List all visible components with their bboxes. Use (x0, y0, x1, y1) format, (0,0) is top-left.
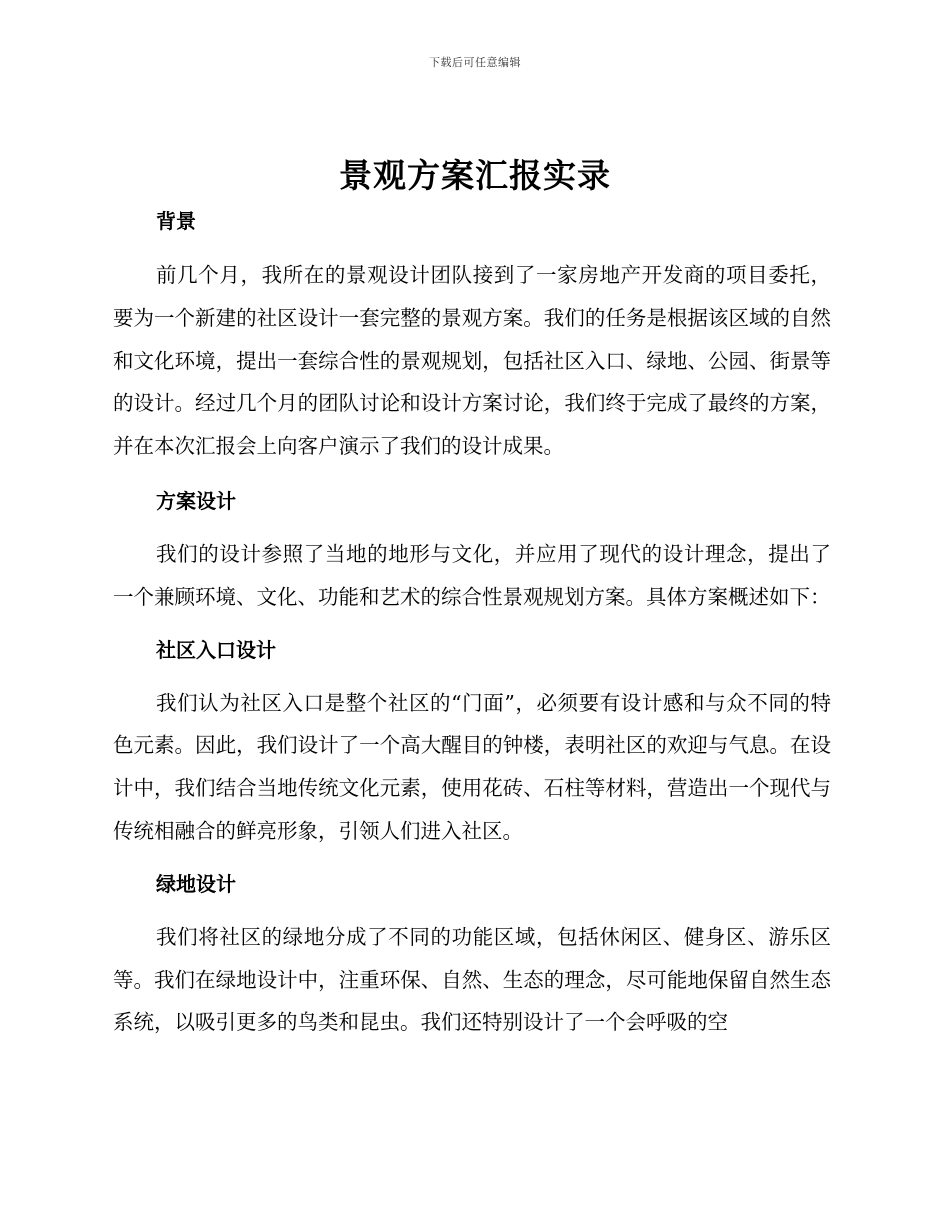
section-heading: 方案设计 (156, 488, 236, 513)
section-green-space (113, 863, 831, 1044)
document-title: 景观方案汇报实录 (339, 156, 611, 195)
paragraph: 我们将社区的绿地分成了不同的功能区域，包括休闲区、健身区、游乐区等。我们在绿地设计中，注重环保、自然、生态的理念，尽可能地保留自然生态系统，以吸引更多的鸟类和昆虫。我们还特别设计了一个会呼吸的空 (113, 924, 831, 1035)
section-heading: 社区入口设计 (156, 637, 276, 662)
header-note: 下载后可任意编辑 (429, 56, 521, 69)
section-plan-design (113, 480, 831, 619)
document-body (113, 200, 831, 1044)
paragraph: 我们认为社区入口是整个社区的“门面”，必须要有设计感和与众不同的特色元素。因此，我们设计了一个高大醒目的钟楼，表明社区的欢迎与气息。在设计中，我们结合当地传统文化元素，使用花砖、石柱等材料，营造出一个现代与传统相融合的鲜亮形象，引领人们进入社区。 (113, 690, 831, 843)
paragraph: 我们的设计参照了当地的地形与文化，并应用了现代的设计理念，提出了一个兼顾环境、文化、功能和艺术的综合性景观规划方案。具体方案概述如下： (113, 541, 831, 609)
section-heading: 背景 (156, 209, 196, 233)
section-background (113, 200, 831, 468)
section-community-entrance (113, 629, 831, 853)
paragraph: 前几个月，我所在的景观设计团队接到了一家房地产开发商的项目委托，要为一个新建的社区设计一套完整的景观方案。我们的任务是根据该区域的自然和文化环境，提出一套综合性的景观规划，包括社区入口、绿地、公园、街景等的设计。经过几个月的团队讨论和设计方案讨论，我们终于完成了最终的方案，并在本次汇报会上向客户演示了我们的设计成果。 (113, 263, 831, 459)
section-heading: 绿地设计 (156, 871, 236, 896)
